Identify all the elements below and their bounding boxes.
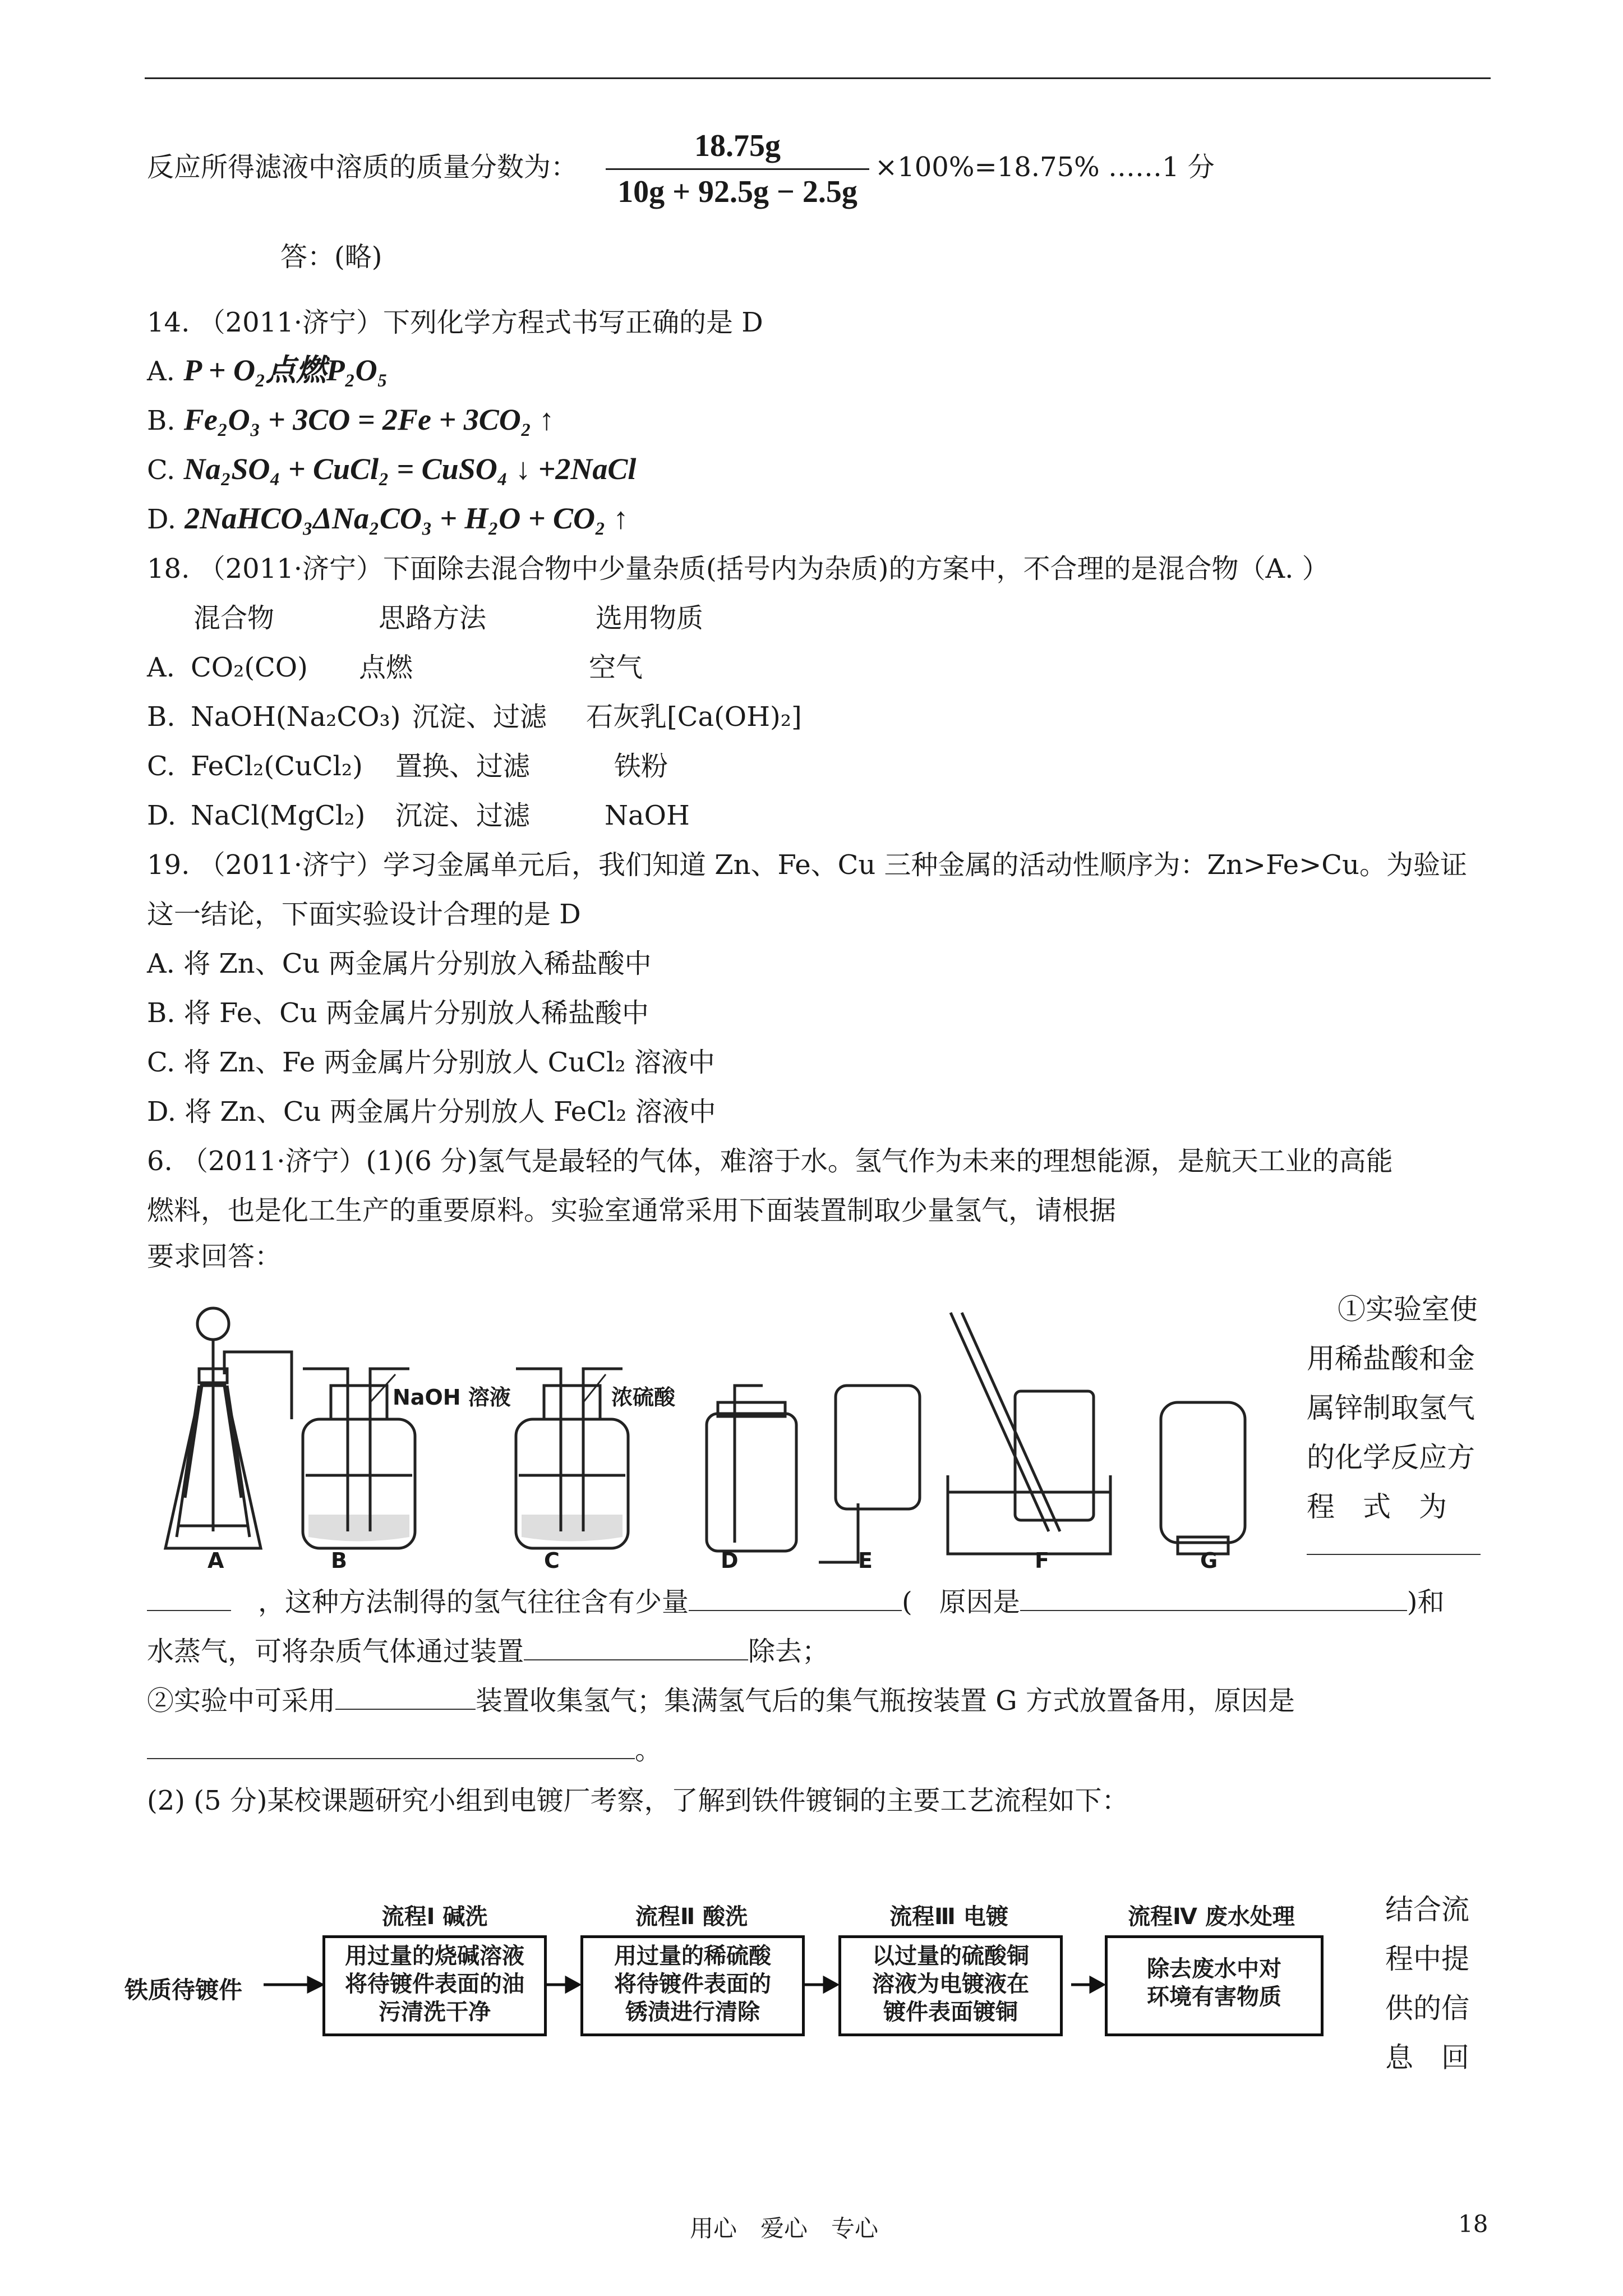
q6-side-5: 程 式 为 — [1307, 1490, 1447, 1523]
q14-option-a: A. P + O₂点燃P₂O₅ — [147, 353, 388, 387]
q6-fill-line-3: ②实验中可采用 装置收集氢气；集满氢气后的集气瓶按装置 G 方式放置备用，原因是 — [147, 1685, 1295, 1717]
apparatus-label-c: C — [544, 1548, 560, 1573]
q18-row-a-method: 点燃 — [359, 652, 413, 683]
q6-fill-line-2: 水蒸气，可将杂质气体通过装置 除去； — [147, 1636, 829, 1667]
flow-step-1-text: 用过量的烧碱溶液 将待镀件表面的油 污清洗干净 — [345, 1943, 524, 2025]
collect-blank[interactable] — [335, 1684, 476, 1710]
q18-row-a-mix: CO₂(CO) — [191, 652, 308, 683]
apparatus-label-f: F — [1035, 1548, 1049, 1573]
q19-stem-1: 19. （2011·济宁）学习金属单元后，我们知道 Zn、Fe、Cu 三种金属的活动性顺序为：Zn>Fe>Cu。为验证 — [147, 849, 1467, 881]
flow-step-3-title: 流程Ⅲ 电镀 — [889, 1904, 1008, 1930]
apparatus-diagram — [146, 1290, 1279, 1582]
fraction-denominator: 10g + 92.5g − 2.5g — [617, 174, 857, 209]
q14-option-b: B. Fe₂O₃ + 3CO = 2Fe + 3CO₂ ↑ — [147, 403, 555, 436]
q18-row-b-mix: NaOH(Na₂CO₃) — [191, 701, 401, 733]
impurity-blank[interactable] — [689, 1585, 902, 1611]
q18-row-c-mix: FeCl₂(CuCl₂) — [191, 751, 363, 782]
flow-step-1-title: 流程Ⅰ 碱洗 — [381, 1904, 488, 1930]
q14-stem: 14. （2011·济宁）下列化学方程式书写正确的是 D — [147, 307, 763, 338]
flow-step-2-title: 流程Ⅱ 酸洗 — [635, 1904, 748, 1930]
header-rule — [145, 77, 1491, 79]
equation-blank-end[interactable] — [1307, 1554, 1481, 1555]
q18-row-d-reagent: NaOH — [605, 800, 690, 831]
q18-row-b-method: 沉淀、过滤 — [412, 701, 547, 733]
q18-row-c-label: C. — [147, 751, 176, 782]
q19-stem-2: 这一结论，下面实验设计合理的是 D — [147, 899, 581, 930]
apparatus-label-d: D — [721, 1548, 739, 1573]
fraction-suffix: ×100%=18.75% ……1 分 — [875, 151, 1215, 183]
q18-header-reagent: 选用物质 — [596, 602, 704, 634]
q14-option-c: C. Na₂SO₄ + CuCl₂ = CuSO₄ ↓ +2NaCl — [147, 452, 637, 486]
page-number: 18 — [1458, 2210, 1488, 2238]
q18-stem: 18. （2011·济宁）下面除去混合物中少量杂质(括号内为杂质)的方案中，不合理的是混合物（A. ） — [147, 553, 1329, 585]
q6-part2: (2) (5 分)某校课题研究小组到电镀厂考察，了解到铁件镀铜的主要工艺流程如下： — [147, 1785, 1129, 1816]
q18-header-mix: 混合物 — [193, 602, 275, 634]
flow-step-4-text: 除去废水中对 环境有害物质 — [1147, 1956, 1281, 2010]
apparatus-blank[interactable] — [524, 1635, 748, 1660]
q18-row-d-mix: NaCl(MgCl₂) — [191, 800, 366, 831]
storage-reason-blank[interactable] — [147, 1733, 635, 1759]
apparatus-label-g: G — [1200, 1548, 1218, 1573]
fraction-bar — [606, 168, 869, 170]
q18-row-d-label: D. — [147, 800, 177, 831]
apparatus-label-b: B — [331, 1548, 347, 1573]
q18-row-c-method: 置换、过滤 — [395, 751, 531, 782]
q6-stem-1: 6. （2011·济宁）(1)(6 分)氢气是最轻的气体，难溶于水。氢气作为未来的理想能源，是航天工业的高能 — [147, 1145, 1393, 1177]
footer-motto: 用心 爱心 专心 — [690, 2215, 879, 2242]
answer-text: 答：(略) — [280, 241, 382, 273]
fraction-numerator: 18.75g — [694, 128, 781, 163]
q19-option-a: A. 将 Zn、Cu 两金属片分别放入稀盐酸中 — [147, 948, 652, 979]
q18-header-method: 思路方法 — [379, 602, 487, 634]
q18-row-a-label: A. — [147, 652, 175, 683]
sulfuric-acid-label: 浓硫酸 — [611, 1385, 676, 1410]
q6-fill-line-1: ，这种方法制得的氢气往往含有少量 ( 原因是 )和 — [147, 1585, 1445, 1619]
apparatus-label-e: E — [858, 1548, 873, 1573]
q18-row-b-reagent: 石灰乳[Ca(OH)₂] — [586, 701, 802, 733]
q6-side2-3: 供的信 — [1385, 1992, 1469, 2024]
q18-row-c-reagent: 铁粉 — [614, 751, 668, 782]
q6-side-2: 用稀盐酸和金 — [1307, 1342, 1475, 1375]
q6-side2-1: 结合流 — [1385, 1893, 1469, 1926]
q6-fill-line-4: 。 — [147, 1733, 662, 1767]
flow-step-4-title: 流程Ⅳ 废水处理 — [1128, 1904, 1295, 1930]
q18-row-d-method: 沉淀、过滤 — [395, 800, 531, 831]
reason-blank[interactable] — [1020, 1585, 1407, 1611]
flow-step-3-text: 以过量的硫酸铜 溶液为电镀液在 镀件表面镀铜 — [872, 1943, 1029, 2025]
q6-stem-3: 要求回答： — [147, 1241, 282, 1272]
apparatus-label-a: A — [208, 1548, 224, 1573]
fraction-prefix: 反应所得滤液中溶质的质量分数为： — [147, 151, 578, 183]
q19-option-d: D. 将 Zn、Cu 两金属片分别放人 FeCl₂ 溶液中 — [147, 1096, 716, 1128]
q6-side-4: 的化学反应方 — [1307, 1441, 1475, 1474]
q6-stem-2: 燃料，也是化工生产的重要原料。实验室通常采用下面装置制取少量氢气，请根据 — [147, 1195, 1117, 1226]
q6-side2-4: 息 回 — [1385, 2041, 1469, 2074]
q6-side-3: 属锌制取氢气 — [1307, 1392, 1475, 1424]
q14-option-d: D. 2NaHCO₃ΔNa₂CO₃ + H₂O + CO₂ ↑ — [147, 501, 629, 535]
equation-blank[interactable] — [147, 1585, 231, 1611]
q19-option-c: C. 将 Zn、Fe 两金属片分别放人 CuCl₂ 溶液中 — [147, 1047, 715, 1078]
q6-side-1: ①实验室使 — [1338, 1293, 1478, 1326]
q6-side2-2: 程中提 — [1385, 1943, 1469, 1975]
q18-row-b-label: B. — [147, 701, 176, 733]
q18-row-a-reagent: 空气 — [589, 652, 643, 683]
flow-step-2-text: 用过量的稀硫酸 将待镀件表面的 锈渍进行清除 — [614, 1943, 771, 2025]
q19-option-b: B. 将 Fe、Cu 两金属片分别放人稀盐酸中 — [147, 997, 649, 1029]
naoh-solution-label: NaOH 溶液 — [393, 1385, 511, 1410]
flow-start: 铁质待镀件 — [125, 1976, 243, 2004]
